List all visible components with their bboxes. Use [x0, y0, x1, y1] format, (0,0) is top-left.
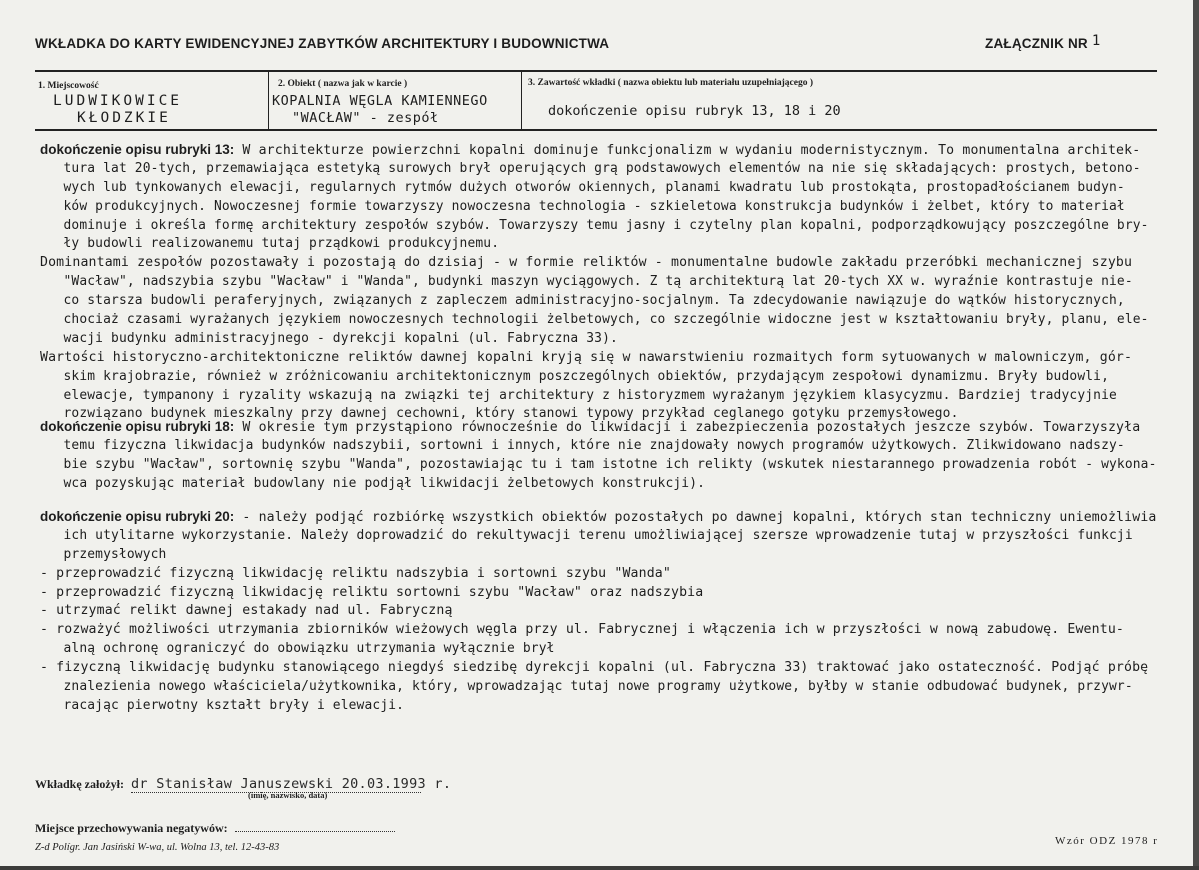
section-text: W okresie tym przystąpiono równocześnie do likwidacji i zabezpieczenia pozostałych jeszcze szybów. Towarzyszyła — [234, 420, 1141, 435]
section-line — [40, 141, 1190, 160]
field-3-value: dokończenie opisu rubryk 13, 18 i 20 — [548, 103, 841, 119]
section-line — [40, 546, 1166, 565]
section-20 — [40, 508, 1190, 716]
section-heading: dokończenie opisu rubryki 20: — [40, 509, 235, 524]
box-bottom-rule — [35, 129, 1157, 131]
negatives-field — [235, 819, 395, 832]
section-text: - przeprowadzić fizyczną likwidację reliktu sortowni szybu "Wacław" oraz nadszybia — [40, 584, 704, 600]
object-line-2: "WACŁAW" - zespół — [292, 110, 439, 126]
prepared-by-value: dr Stanisław Januszewski 20.03.1993 r. — [131, 776, 452, 792]
section-text: wca pozyskując materiał budowlany nie podjął likwidacji żelbetowych konstrukcji). — [63, 475, 706, 491]
card-edge-shadow — [1193, 0, 1199, 870]
section-text: elewacje, tympanony i ryzality wskazują na związki tej architektury z historyzmem wyrażanym językiem klasycyzmu. Bardziej tradycyjnie — [63, 387, 1117, 403]
prepared-by-row — [35, 776, 452, 793]
negatives-row — [35, 819, 395, 836]
annex-label — [985, 33, 1101, 52]
section-text: - rozważyć możliwości utrzymania zbiorników wieżowych węgla przy ul. Fabrycznej i włączenia ich w przyszłości w nową zabudowę. Ewentu- — [40, 622, 1124, 638]
top-rule — [35, 70, 1157, 72]
section-text: skim krajobrazie, również w zróżnicowaniu architektonicznym poszczególnych obiektów, przydającym zespołowi dynamizmu. Bryły budowli, — [63, 368, 1110, 384]
section-18 — [40, 418, 1190, 494]
field-2-value — [272, 93, 488, 127]
box-divider-2 — [521, 72, 522, 130]
section-text: co starsza budowli peraferyjnych, związanych z zapleczem administracyjno-socjalnym. Ta zdecydowanie nawiązuje do wątków historycznych, — [63, 293, 1125, 309]
section-text: tura lat 20-tych, przemawiająca estetyką surowych brył operujących grą podstawowych elementów na nie się składających: prostych, betono- — [63, 160, 1141, 176]
object-line-1: KOPALNIA WĘGLA KAMIENNEGO — [272, 93, 488, 109]
section-line — [40, 292, 1166, 311]
section-text: rozwiązano budynek mieszkalny przy dawnej cechowni, który stanowi typowy przykład ceglanego gotyku przemysłowego. — [63, 406, 959, 422]
section-text: dominuje i określa formę architektury zespołów szybów. Towarzyszy temu jasny i czytelny plan kopalni, podporządkowujący poszczególne bry- — [63, 217, 1149, 233]
section-text: ich utylitarne wykorzystanie. Należy doprowadzić do rekultywacji terenu umożliwiającej szersze wprowadzenie tutaj w przyszłości funkcji — [63, 527, 1133, 543]
form-code: Wzór ODZ 1978 r — [1055, 835, 1159, 847]
section-text: W architekturze powierzchni kopalni dominuje funkcjonalizm w wydaniu modernistycznym. To monumentalna architek- — [234, 143, 1141, 158]
section-text: - fizyczną likwidację budynku stanowiącego niegdyś siedzibę dyrekcji kopalni (ul. Fabryczna 33) traktować jako ostateczność. Podjąć próbę — [40, 660, 1149, 676]
prepared-by-label: Wkładkę założył: — [35, 777, 124, 791]
section-text: wacji budynku administracyjnego - dyrekcji kopalni (ul. Fabryczna 33). — [63, 330, 618, 346]
section-text: bie szybu "Wacław", sortownię szybu "Wanda", pozostawiając tu i tam istotne ich relikty (wskutek niestarannego prowadzenia robót - wykona- — [63, 456, 1157, 472]
section-text: racając pierwotny kształt bryły i elewacji. — [63, 697, 405, 713]
section-line — [40, 349, 1190, 368]
section-text: znalezienia nowego właściciela/użytkownika, który, wprowadzając tutaj nowe programy użytkowe, byłby w stanie odbudować budynek, przywr- — [63, 679, 1133, 695]
field-2-label: 2. Obiekt ( nazwa jak w karcie ) — [278, 79, 408, 89]
section-line — [40, 179, 1166, 198]
section-text: przemysłowych — [63, 546, 167, 562]
section-text: temu fizyczna likwidacja budynków nadszybii, sortowni i innych, które nie znajdowały nowych programów użytkowych. Zlikwidowano nadszy- — [63, 437, 1125, 453]
section-text: - utrzymać relikt dawnej estakady nad ul. Fabryczną — [40, 603, 453, 619]
section-text: chociaż czasami wyrażanych językiem nowoczesnych technologii żelbetowych, co szczególnie widoczne jest w kształtowaniu bryły, planu, ele- — [63, 312, 1149, 328]
section-text: wych lub tynkowanych elewacji, regularnych rytmów dużych otworów okiennych, planami kwadratu lub prostokąta, prostopadłościanem budyn- — [63, 179, 1125, 195]
section-line — [40, 527, 1166, 546]
section-line — [40, 584, 1190, 603]
printer-imprint: Z-d Polígr. Jan Jasiński W-wa, ul. Wolna 13, tel. 12-43-83 — [35, 842, 280, 853]
section-text: Wartości historyczno-architektoniczne reliktów dawnej kopalni kryją się w nawarstwieniu rozmaitych form sytuowanych w malowniczym, gór- — [40, 349, 1133, 365]
section-line — [40, 602, 1190, 621]
section-line — [40, 273, 1166, 292]
prepared-by-hint: (imię, nazwisko, data) — [248, 790, 328, 800]
section-line — [40, 330, 1166, 349]
locality-line-1: LUDWIKOWICE — [53, 93, 183, 109]
section-text: "Wacław", nadszybia szybu "Wacław" i "Wanda", budynki maszyn wyciągowych. Z tą architekturą lat 20-tych XX w. wyraźnie kontrastuje nie- — [63, 274, 1133, 290]
section-line — [40, 640, 1166, 659]
form-title: WKŁADKA DO KARTY EWIDENCYJNEJ ZABYTKÓW ARCHITEKTURY I BUDOWNICTWA — [35, 36, 610, 51]
section-line — [40, 311, 1166, 330]
annex-label-text: ZAŁĄCZNIK NR — [985, 36, 1088, 51]
section-line — [40, 437, 1166, 456]
section-text: ły budowli realizowanemu tutaj prządkowi produkcyjnemu. — [63, 236, 500, 252]
section-heading: dokończenie opisu rubryki 18: — [40, 419, 235, 434]
section-line — [40, 678, 1166, 697]
field-1-value — [53, 93, 182, 127]
section-heading: dokończenie opisu rubryki 13: — [40, 142, 235, 157]
section-line — [40, 456, 1166, 475]
locality-line-2: KŁODZKIE — [77, 110, 171, 126]
section-text: - przeprowadzić fizyczną likwidację reliktu nadszybia i sortowni szybu "Wanda" — [40, 565, 671, 581]
annex-number: 1 — [1091, 33, 1101, 49]
section-line — [40, 697, 1166, 716]
section-line — [40, 659, 1190, 678]
section-text: - należy podjąć rozbiórkę wszystkich obiektów pozostałych po dawnej kopalni, których stan techniczny uniemożliwia — [234, 510, 1157, 525]
section-text: Dominantami zespołów pozostawały i pozostają do dzisiaj - w formie reliktów - monumentalne budowle zakładu przeróbki mechanicznej szybu — [40, 255, 1133, 271]
section-text: ków produkcyjnych. Nowoczesnej formie towarzyszy nowoczesna technologia - szkieletowa konstrukcja budynków i żelbet, który to materiał — [63, 198, 1125, 214]
section-line — [40, 254, 1190, 273]
box-divider-1 — [268, 72, 269, 130]
section-line — [40, 160, 1166, 179]
section-line — [40, 475, 1166, 494]
field-1-label: 1. Miejscowość — [38, 81, 99, 91]
section-line — [40, 368, 1166, 387]
section-line — [40, 621, 1190, 640]
section-line — [40, 235, 1166, 254]
section-line — [40, 217, 1166, 236]
field-3-label: 3. Zawartość wkładki ( nazwa obiektu lub materiału uzupełniającego ) — [528, 78, 814, 88]
section-13 — [40, 141, 1190, 424]
negatives-label: Miejsce przechowywania negatywów: — [35, 821, 228, 835]
section-line — [40, 565, 1190, 584]
section-line — [40, 387, 1166, 406]
section-line — [40, 508, 1190, 527]
section-line — [40, 418, 1190, 437]
section-text: alną ochronę ograniczyć do obowiązku utrzymania wyłącznie brył — [63, 641, 555, 657]
card-bottom-edge — [0, 866, 1199, 870]
section-line — [40, 198, 1166, 217]
